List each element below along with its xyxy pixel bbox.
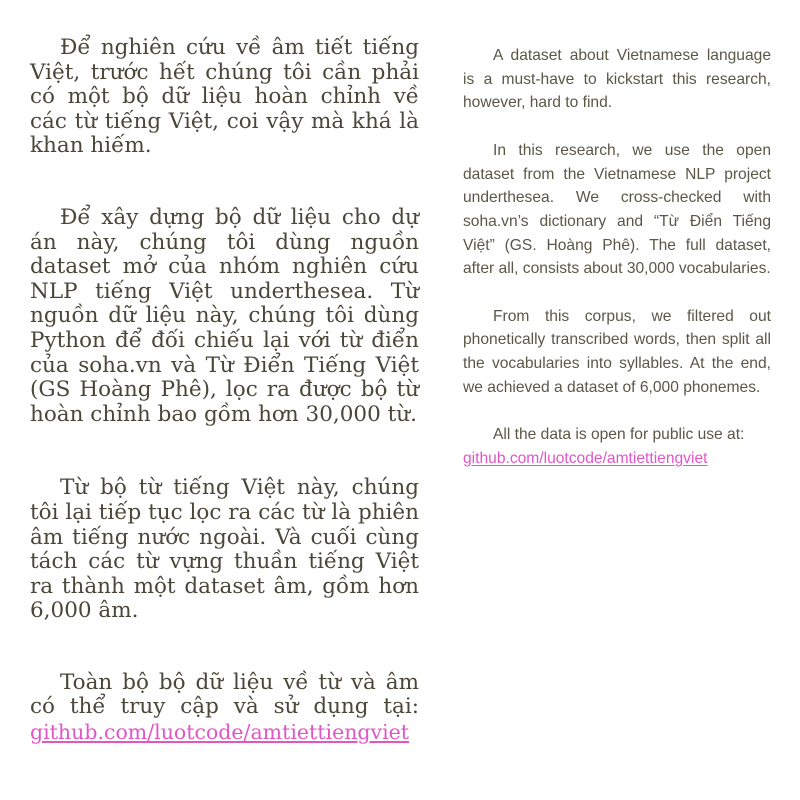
en-github-link[interactable]: github.com/luotcode/amtiettiengviet — [463, 449, 708, 467]
vietnamese-column — [30, 36, 419, 746]
vi-github-link[interactable]: github.com/luotcode/amtiettiengviet — [30, 720, 410, 745]
vi-paragraph-4 — [30, 671, 419, 746]
en-paragraph-3: From this corpus, we filtered out phonetically transcribed words, then split all the vocabularies into syllables. At the end, we achieved a dataset of 6,000 phonemes. — [463, 307, 771, 396]
english-column — [463, 44, 771, 471]
en-paragraph-4 — [463, 423, 771, 470]
vi-paragraph-1: Để nghiên cứu về âm tiết tiếng Việt, trước hết chúng tôi cần phải có một bộ dữ liệu hoàn chỉnh về các từ tiếng Việt, coi vậy mà khá là khan hiếm. — [30, 35, 419, 159]
vi-paragraph-3: Từ bộ từ tiếng Việt này, chúng tôi lại tiếp tục lọc ra các từ là phiên âm tiếng nước ngoài. Và cuối cùng tách các từ vựng thuần tiếng Việt ra thành một dataset âm, gồm hơn 6,000 âm. — [30, 475, 419, 624]
en-paragraph-1: A dataset about Vietnamese language is a must-have to kickstart this research, however, hard to find. — [463, 47, 771, 112]
vi-paragraph-4-text: Toàn bộ bộ dữ liệu về từ và âm có thể truy cập và sử dụng tại: — [30, 669, 419, 720]
en-paragraph-4-text: All the data is open for public use at: — [493, 426, 745, 444]
vi-paragraph-2: Để xây dựng bộ dữ liệu cho dự án này, chúng tôi dùng nguồn dataset mở của nhóm nghiên cứu NLP tiếng Việt underthesea. Từ nguồn dữ liệu này, chúng tôi dùng Python để đối chiếu lại với từ điển của soha.vn và Từ Điển Tiếng Việt (GS Hoàng Phê), lọc ra được bộ từ hoàn chỉnh bao gồm hơn 30,000 từ. — [30, 204, 419, 427]
en-paragraph-2: In this research, we use the open dataset from the Vietnamese NLP project underthesea. We cross-checked with soha.vn’s dictionary and “Từ Điển Tiếng Việt” (GS. Hoàng Phê). The full dataset, after all, consists about 30,000 vocabularies. — [463, 141, 771, 278]
